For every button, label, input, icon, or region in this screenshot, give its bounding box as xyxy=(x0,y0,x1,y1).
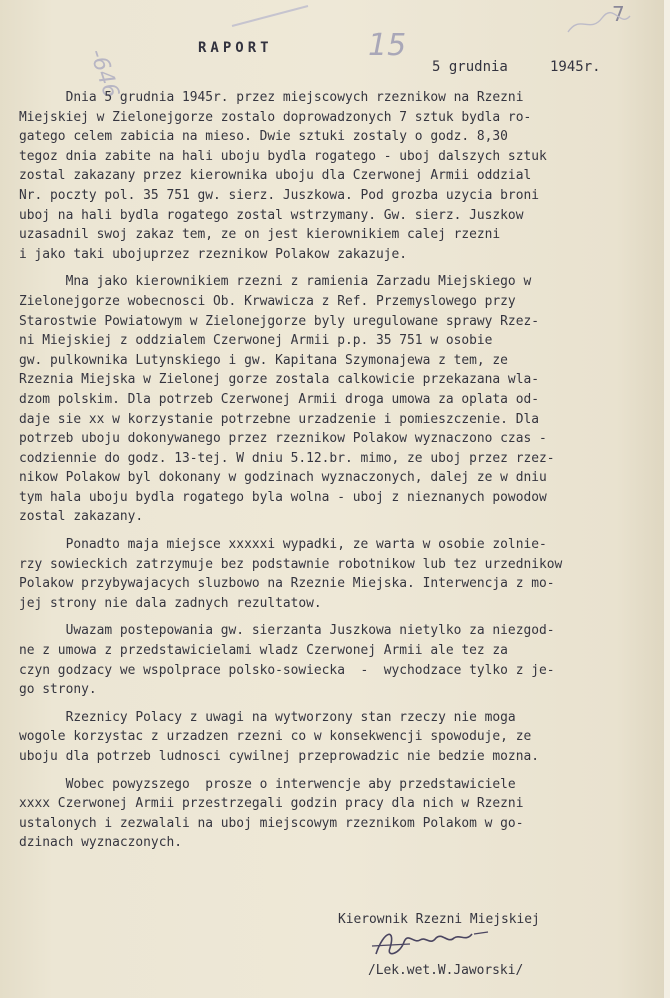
paragraph-gap xyxy=(19,613,669,621)
archive-number-pencil: -646 xyxy=(84,46,124,102)
text-line: Rzeznicy Polacy z uwagi na wytworzony stan rzeczy nie moga xyxy=(19,709,516,725)
paragraph xyxy=(19,535,669,613)
text-line: uzasadnil swoj zakaz tem, ze on jest kierownikiem calej rzezni xyxy=(19,227,501,243)
text-line: Nr. poczty pol. 35 751 gw. sierz. Juszkowa. Pod grozba uzycia broni xyxy=(19,187,539,203)
text-line: ni Miejskiej z oddzialem Czerwonej Armii p.p. 35 751 w osobie xyxy=(19,333,493,349)
text-line: dzom polskim. Dla potrzeb Czerwonej Armii droga umowa za oplata od- xyxy=(19,391,539,407)
report-body xyxy=(19,88,669,853)
text-line: zostal zakazany. xyxy=(19,509,144,525)
text-line: rzy sowieckich zatrzymuje bez podstawnie robotnikow lub tez urzednikow xyxy=(19,556,563,572)
text-line: ne z umowa z przedstawicielami wladz Czerwonej Armii ale tez za xyxy=(19,643,508,659)
handwritten-signature xyxy=(370,924,510,964)
text-line: Zielonejgorze wobecnosci Ob. Krwawicza z Ref. Przemyslowego przy xyxy=(19,293,516,309)
text-line: dzinach wyznaczonych. xyxy=(19,835,182,851)
text-line: Rzeznia Miejska w Zielonej gorze zostala calkowicie przekazana wla- xyxy=(19,372,539,388)
signature-role: Kierownik Rzezni Miejskiej xyxy=(338,912,540,927)
document-title: RAPORT xyxy=(198,40,273,56)
text-line: gatego celem zabicia na mieso. Dwie sztuki zostaly o godz. 8,30 xyxy=(19,129,508,145)
text-line: Wobec powyzszego prosze o interwencje aby przedstawiciele xyxy=(19,776,516,792)
text-line: jej strony nie dala zadnych rezultatow. xyxy=(19,595,322,611)
text-line: xxxx Czerwonej Armii przestrzegali godzin pracy dla nich w Rzezni xyxy=(19,796,524,812)
text-line: Polakow przybywajacych sluzbowo na Rzeznie Miejska. Interwencja z mo- xyxy=(19,576,555,592)
document-date: 5 grudnia 1945r. xyxy=(432,59,601,75)
paragraph xyxy=(19,88,669,264)
text-line: potrzeb uboju dokonywanego przez rzeznikow Polakow wyznaczono czas - xyxy=(19,431,547,447)
signature-name: /Lek.wet.W.Jaworski/ xyxy=(368,963,524,978)
paragraph-gap xyxy=(19,264,669,272)
text-line: zostal zakazany przez kierownika uboju dla Czerwonej Armii oddzial xyxy=(19,168,532,184)
text-line: Miejskiej w Zielonejgorze zostalo doprowadzonych 7 sztuk bydla ro- xyxy=(19,109,532,125)
text-line: tym hala uboju bydla rogatego byla wolna - uboj z nieznanych powodow xyxy=(19,489,547,505)
text-line: i jako taki ubojuprzez rzeznikow Polakow zakazuje. xyxy=(19,246,408,262)
pencil-scribble xyxy=(560,4,670,44)
text-line: go strony. xyxy=(19,682,97,698)
text-line: wogole korzystac z urzadzen rzezni co w konsekwencji spowoduje, ze xyxy=(19,729,532,745)
paragraph-gap xyxy=(19,767,669,775)
paragraph-gap xyxy=(19,527,669,535)
text-line: ustalonych i zezwalali na uboj miejscowym rzeznikom Polakom w go- xyxy=(19,815,524,831)
text-line: daje sie xx w korzystanie potrzebne urzadzenie i pomieszczenie. Dla xyxy=(19,411,539,427)
pencil-stroke xyxy=(228,2,318,32)
text-line: Starostwie Powiatowym w Zielonejgorze byly uregulowane sprawy Rzez- xyxy=(19,313,539,329)
text-line: Ponadto maja miejsce xxxxxi wypadki, ze warta w osobie zolnie- xyxy=(19,537,547,553)
paragraph xyxy=(19,708,669,767)
text-line: codziennie do godz. 13-tej. W dniu 5.12.br. mimo, ze uboj przez rzez- xyxy=(19,450,555,466)
folio-number-pencil: 15 xyxy=(368,28,407,63)
text-line: Mna jako kierownikiem rzezni z ramienia Zarzadu Miejskiego w xyxy=(19,274,532,290)
paragraph xyxy=(19,775,669,853)
text-line: Uwazam postepowania gw. sierzanta Juszkowa nietylko za niezgod- xyxy=(19,623,555,639)
text-line: uboju dla potrzeb ludnosci cywilnej przeprowadzic nie bedzie mozna. xyxy=(19,749,539,764)
paragraph-gap xyxy=(19,700,669,708)
text-line: Dnia 5 grudnia 1945r. przez miejscowych rzeznikow na Rzezni xyxy=(19,90,524,105)
text-line: tegoz dnia zabite na hali uboju bydla rogatego - uboj dalszych sztuk xyxy=(19,148,547,164)
paragraph xyxy=(19,621,669,699)
text-line: czyn godzacy we wspolprace polsko-sowiecka - wychodzace tylko z je- xyxy=(19,662,555,678)
text-line: uboj na hali bydla rogatego zostal wstrzymany. Gw. sierz. Juszkow xyxy=(19,207,524,223)
text-line: gw. pulkownika Lutynskiego i gw. Kapitana Szymonajewa z tem, ze xyxy=(19,352,508,368)
paragraph xyxy=(19,272,669,527)
corner-number-pencil: 7 xyxy=(612,2,625,26)
text-line: nikow Polakow byl dokonany w godzinach wyznaczonych, dalej ze w dniu xyxy=(19,470,547,486)
